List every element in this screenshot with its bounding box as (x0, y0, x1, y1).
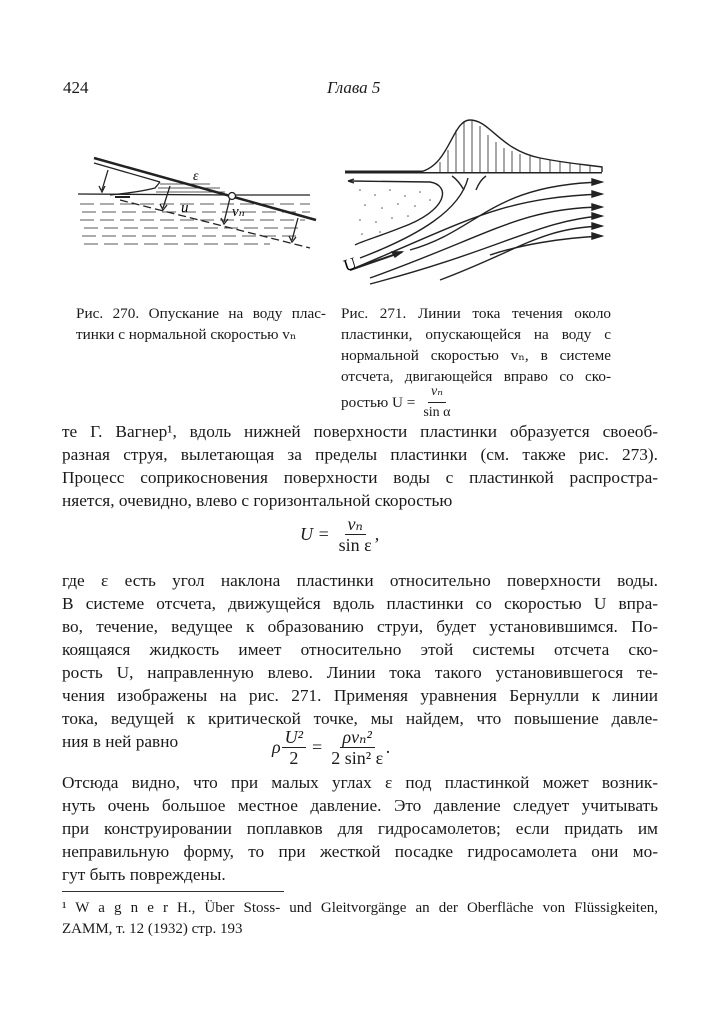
formula-den: sin ε (338, 535, 372, 555)
caption-line: Рис. 271. Линии тока течения около (341, 305, 611, 322)
formula-tail: , (374, 524, 380, 544)
caption-line: отсчета, двигающейся вправо со ско- (341, 368, 611, 385)
vn-label: vₙ (232, 204, 245, 220)
formula-den2: 2 sin² ε (331, 748, 384, 768)
U-label: U (341, 253, 359, 276)
formula-pressure (272, 727, 391, 768)
text-line: ния в ней равно (62, 732, 179, 751)
text-line: нуть очень большое местное давление. Это давление следует учитывать (62, 796, 658, 815)
text-line: гут быть повреждены. (62, 865, 226, 884)
text-line: Процесс соприкосновения поверхности воды с пластинкой распростра- (62, 468, 658, 487)
caption-line: ростью U = (341, 393, 416, 411)
text-line: рость U, направленную влево. Линии тока такого установившегося те- (62, 663, 658, 682)
footnote-line: ZAMM, т. 12 (1932) стр. 193 (62, 921, 243, 937)
caption-frac-num: vₙ (428, 382, 446, 403)
epsilon-label: ε (193, 169, 199, 184)
text-line: те Г. Вагнер¹, вдоль нижней поверхности пластинки образуется своеоб- (62, 422, 658, 441)
text-line: разная струя, вылетающая за пределы пластинки (см. также рис. 273). (62, 445, 658, 464)
text-line: во, течение, ведущее к образованию струи, будет установившимся. По- (62, 617, 658, 636)
formula-tail: . (386, 737, 391, 757)
formula-num: vₙ (345, 514, 366, 535)
text-line: тока, ведущей к критической точке, мы найдем, что повышение давле- (62, 709, 658, 728)
text-line: Отсюда видно, что при малых углах ε под пластинкой может возник- (62, 773, 658, 792)
running-header: Глава 5 (327, 78, 381, 97)
caption-line: нормальной скоростью vₙ, в системе (341, 347, 611, 364)
text-line: при конструировании поплавков для гидросамолетов; если придать им (62, 819, 658, 838)
formula-num2: ρvₙ² (340, 727, 375, 748)
figure-271 (340, 110, 620, 290)
formula-rho: ρ (272, 737, 281, 757)
footnote-divider (62, 891, 284, 892)
formula-U (300, 514, 379, 555)
caption-frac-den: sin α (423, 405, 451, 420)
page-number: 424 (63, 78, 89, 97)
text-line: В системе отсчета, движущейся вдоль пластинки со скоростью U впра- (62, 594, 658, 613)
u-label: u (181, 200, 189, 216)
caption-line: тинки с нормальной скоростью vₙ (76, 326, 297, 343)
text-line: коящаяся жидкость имеет относительно этой системы отсчета ско- (62, 640, 658, 659)
caption-line: Рис. 270. Опускание на воду плас- (76, 305, 326, 322)
formula-den1: 2 (289, 748, 299, 768)
text-line: няется, очевидно, влево с горизонтальной скоростью (62, 491, 453, 510)
text-line: неправильную форму, то при жесткой посадке гидросамолета они мо- (62, 842, 658, 861)
text-line: где ε есть угол наклона пластинки относительно поверхности воды. (62, 571, 658, 590)
figure-270 (70, 140, 330, 270)
text-line: чения изображены на рис. 271. Применяя уравнения Бернулли к линии (62, 686, 658, 705)
formula-eq: = (312, 737, 323, 757)
formula-lhs: U = (300, 524, 330, 544)
caption-line: пластинки, опускающейся на воду с (341, 326, 611, 343)
footnote-line: ¹ W a g n e r H., Über Stoss- und Gleitvorgänge an der Oberfläche von Flüssigkeiten, (62, 900, 658, 916)
formula-num1: U² (282, 727, 306, 748)
